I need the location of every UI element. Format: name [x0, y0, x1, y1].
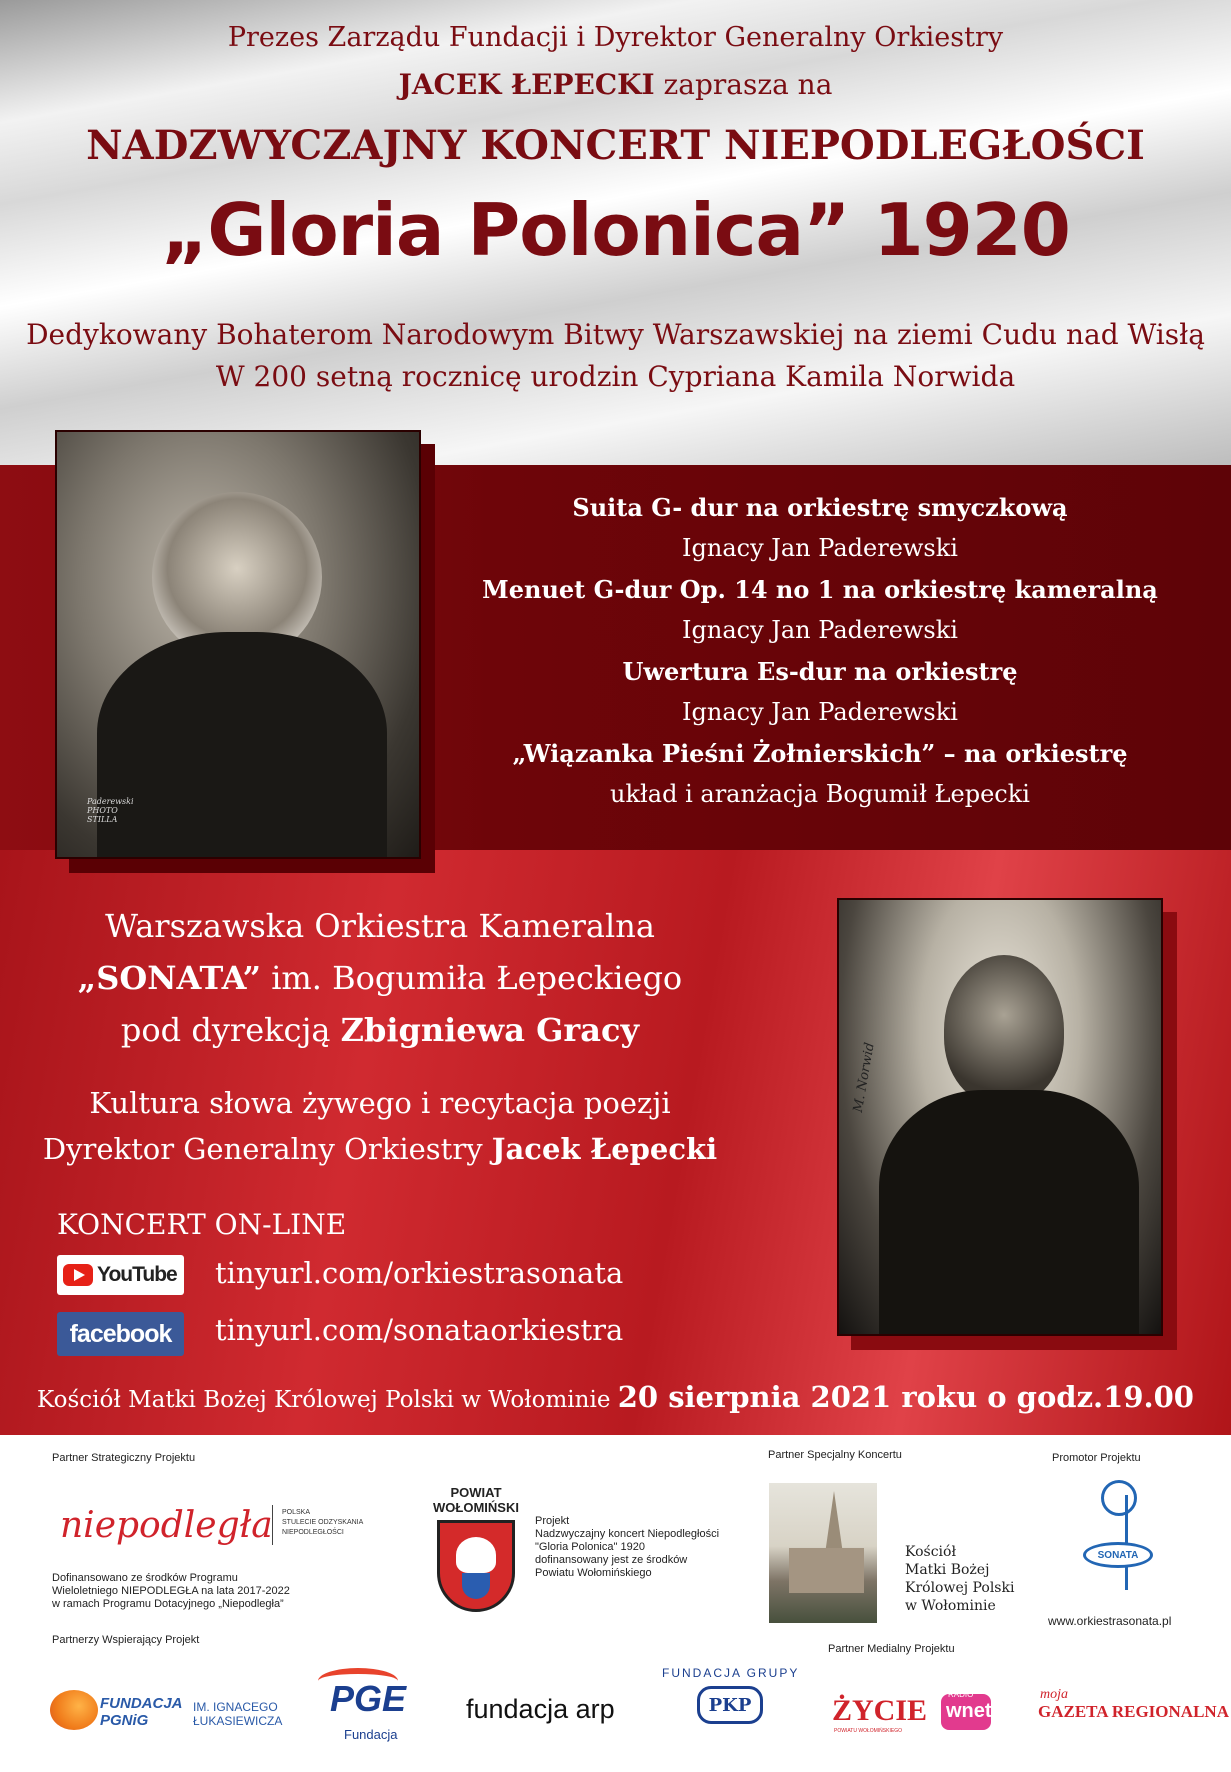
arp-logo: fundacja arp	[466, 1694, 615, 1724]
orchestra-sonata	[30, 952, 730, 1004]
norwid-photo	[837, 898, 1163, 1336]
youtube-label: YouTube	[97, 1263, 177, 1286]
pkp-heading: FUNDACJA GRUPY	[662, 1666, 800, 1680]
niepodlegla-logo: niepodległa	[60, 1505, 273, 1546]
supporting-heading: Partnerzy Wspierający Projekt	[52, 1634, 200, 1646]
director-prefix: Dyrektor Generalny Orkiestry	[42, 1132, 492, 1166]
powiat-coat-of-arms-icon	[437, 1520, 515, 1612]
special-heading: Partner Specjalny Koncertu	[768, 1449, 902, 1461]
youtube-url[interactable]: tinyurl.com/orkiestrasonata	[215, 1256, 624, 1290]
conductor-name: Zbigniewa Gracy	[340, 1011, 640, 1049]
church-note: Kościół Matki Bożej Królowej Polski w Wołominie	[905, 1544, 1015, 1614]
portrait-body	[879, 1090, 1139, 1334]
program-composer-3: Ignacy Jan Paderewski	[682, 698, 958, 726]
pgnig-sub: IM. IGNACEGO ŁUKASIEWICZA	[193, 1700, 283, 1728]
orchestra-name: Warszawska Orkiestra Kameralna	[105, 907, 655, 945]
program-composer-2: Ignacy Jan Paderewski	[682, 616, 958, 644]
sonata-logo-icon	[1083, 1480, 1153, 1600]
pge-logo: PGE	[330, 1678, 407, 1719]
niepodlegla-sub: POLSKA STULECIE ODZYSKANIA NIEPODLEGŁOŚCI	[282, 1509, 364, 1536]
media-heading: Partner Medialny Projektu	[828, 1643, 955, 1655]
program-piece-1: Suita G- dur na orkiestrę smyczkową	[572, 493, 1068, 522]
pge-sub: Fundacja	[344, 1727, 398, 1742]
facebook-label: facebook	[69, 1319, 172, 1348]
project-note: Projekt Nadzwyczajny koncert Niepodległości "Gloria Polonica" 1920 dofinansowany jest ze środków Powiatu Wołomińskiego	[535, 1515, 720, 1579]
portrait-head	[944, 955, 1064, 1105]
director-name: Jacek Łepecki	[491, 1132, 718, 1166]
youtube-play-icon	[63, 1264, 93, 1286]
program-piece-4: „Wiązanka Pieśni Żołnierskich” – na orkiestrę	[512, 739, 1128, 768]
program-composer-1: Ignacy Jan Paderewski	[682, 534, 958, 562]
online-heading: KONCERT ON-LINE	[57, 1208, 347, 1241]
wnet-logo: wnet	[946, 1700, 992, 1722]
promoter-heading: Promotor Projektu	[1052, 1452, 1141, 1464]
facebook-url[interactable]: tinyurl.com/sonataorkiestra	[215, 1313, 624, 1347]
concert-title: „Gloria Polonica” 1920	[161, 188, 1070, 272]
zycie-logo: ŻYCIE	[832, 1694, 928, 1727]
strategic-note: Dofinansowano ze środków Programu Wieloletniego NIEPODLEGŁA na lata 2017-2022 w ramach Programu Dotacyjnego „Niepodległa”	[52, 1572, 290, 1610]
sonata-logo: SONATA	[1083, 1542, 1153, 1568]
powiat-name: POWIAT WOŁOMIŃSKI	[433, 1485, 519, 1515]
conductor-prefix: pod dyrekcją	[120, 1011, 341, 1049]
program-piece-3: Uwertura Es-dur na orkiestrę	[622, 657, 1018, 686]
pgnig-logo: FUNDACJA PGNiG	[100, 1695, 183, 1729]
sonata-name: „SONATA”	[77, 959, 262, 997]
host-name: JACEK ŁEPECKI	[398, 68, 655, 101]
recitation-line: Kultura słowa żywego i recytacja poezji	[89, 1086, 671, 1120]
gazeta-small: moja	[1040, 1687, 1068, 1702]
header-invitation	[0, 68, 1231, 101]
event-type: NADZWYCZAJNY KONCERT NIEPODLEGŁOŚCI	[86, 122, 1145, 169]
photo-signature: Paderewski PHOTO STILLA	[87, 797, 134, 824]
wnet-small: RADIO	[948, 1690, 974, 1699]
header-line1: Prezes Zarządu Fundacji i Dyrektor Generalny Orkiestry	[227, 22, 1004, 53]
venue-line	[0, 1380, 1231, 1414]
gazeta-logo: GAZETA REGIONALNA	[1038, 1702, 1229, 1721]
paderewski-photo	[55, 430, 421, 859]
recitation-info	[30, 1080, 730, 1172]
church-photo	[769, 1483, 877, 1623]
website[interactable]: www.orkiestrasonata.pl	[1048, 1614, 1172, 1628]
pgnig-flame-icon	[50, 1690, 98, 1730]
venue-place: Kościół Matki Bożej Królowej Polski w Wołominie	[37, 1387, 618, 1413]
strategic-heading: Partner Strategiczny Projektu	[52, 1452, 196, 1464]
sonata-patron: im. Bogumiła Łepeckiego	[261, 959, 683, 997]
zycie-sub: POWIATU WOŁOMIŃSKIEGO	[834, 1728, 902, 1734]
dedication-line1: Dedykowany Bohaterom Narodowym Bitwy Warszawskiej na ziemi Cudu nad Wisłą	[26, 318, 1205, 351]
pkp-logo: PKP	[697, 1686, 763, 1724]
program-piece-2: Menuet G-dur Op. 14 no 1 na orkiestrę kameralną	[482, 575, 1158, 604]
youtube-logo[interactable]	[57, 1255, 184, 1295]
venue-date: 20 sierpnia 2021 roku o godz.19.00	[617, 1380, 1194, 1414]
program-composer-4: układ i aranżacja Bogumił Łepecki	[610, 780, 1030, 808]
photo-signature: M. Norwid	[850, 1041, 878, 1114]
director-line	[30, 1126, 730, 1172]
facebook-logo[interactable]	[57, 1312, 184, 1356]
dedication-line2: W 200 setną rocznicę urodzin Cypriana Kamila Norwida	[215, 360, 1016, 393]
invite-text: zaprasza na	[654, 68, 833, 101]
orchestra-info	[30, 900, 730, 1056]
program-list	[430, 487, 1210, 815]
portrait-body	[97, 632, 387, 857]
orchestra-conductor	[30, 1004, 730, 1056]
